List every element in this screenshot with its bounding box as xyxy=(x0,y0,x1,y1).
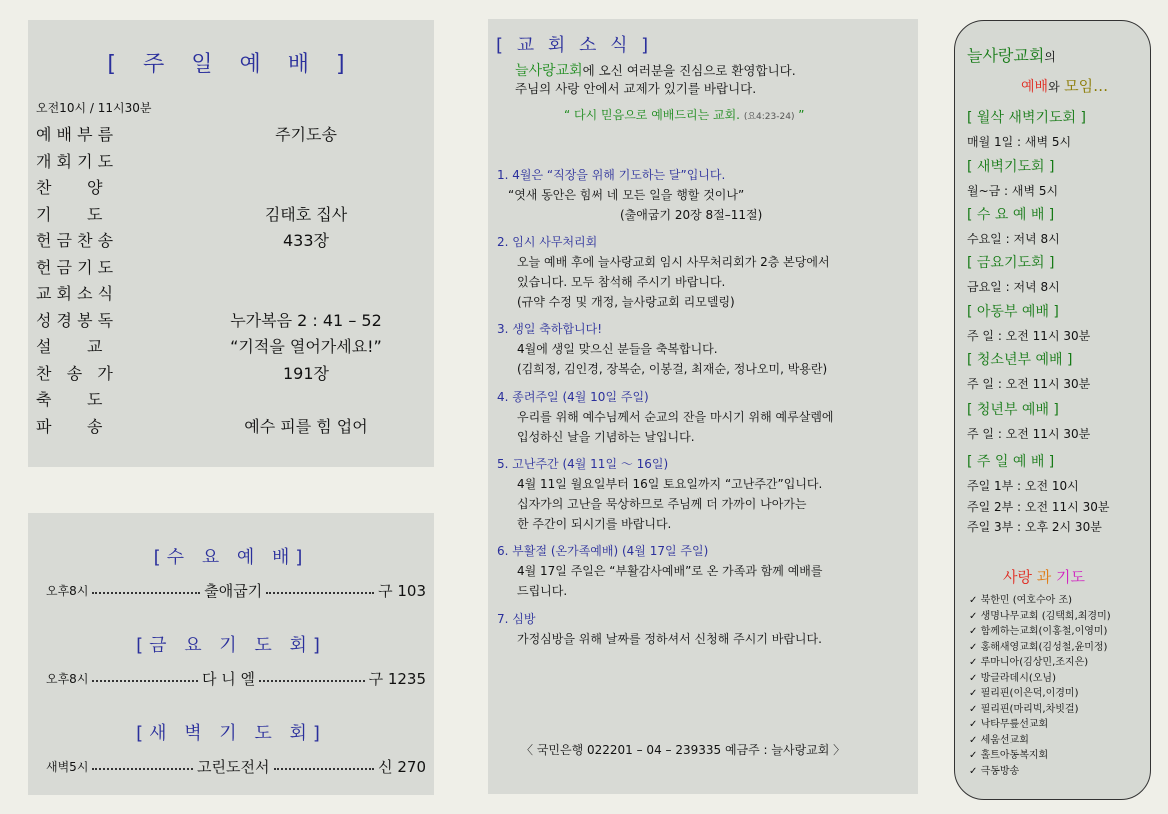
check-icon: ✓ xyxy=(969,610,981,622)
schedule-head: [ 월삭 새벽기도회 ] xyxy=(967,110,1086,126)
dot-leader xyxy=(92,680,198,682)
schedule-line: 주 일 : 오전 11시 30분 xyxy=(967,329,1091,343)
service-row-label: 교 회 소 식 xyxy=(36,284,114,303)
news-item-line: 오늘 예배 후에 늘사랑교회 임시 사무처리회가 2층 본당에서 xyxy=(517,255,830,269)
check-icon: ✓ xyxy=(969,750,981,761)
news-item-line: 있습니다. 모두 참석해 주시기 바랍니다. xyxy=(517,275,726,289)
schedule-head: [ 수 요 예 배 ] xyxy=(967,207,1055,223)
service-row xyxy=(36,149,426,175)
service-row xyxy=(36,361,426,387)
midweek-content: 다 니 엘 xyxy=(201,670,255,688)
dot-leader xyxy=(92,768,193,770)
prayer-item xyxy=(969,746,1048,761)
check-icon: ✓ xyxy=(969,703,981,715)
check-icon: ✓ xyxy=(969,672,981,684)
prayer-item xyxy=(969,591,1072,606)
news-item-line: (김희정, 김인경, 장복순, 이봉걸, 최재순, 정나오미, 박용란) xyxy=(517,362,828,376)
midweek-ref: 신 270 xyxy=(378,758,427,776)
check-icon: ✓ xyxy=(969,595,981,606)
midweek-time: 오후8시 xyxy=(46,584,89,598)
news-item-line: 4월에 생일 맞으신 분들을 축복합니다. xyxy=(517,342,718,356)
right-worship: 예배 xyxy=(1021,79,1049,95)
service-row xyxy=(36,334,426,360)
welcome-text: 에 오신 여러분을 진심으로 환영합니다. xyxy=(582,63,796,78)
prayer-item-text: 세움선교회 xyxy=(980,734,1029,746)
news-item-head: 3. 생일 축하합니다! xyxy=(497,322,603,336)
service-row-value: “기적을 열어가세요!” xyxy=(230,337,382,356)
service-row-value: 김태호 집사 xyxy=(264,204,348,224)
prayer-item-text: 홀트아동복지회 xyxy=(980,750,1049,761)
news-title: [ 교 회 소 식 ] xyxy=(496,35,653,56)
welcome-line-2: 주님의 사랑 안에서 교제가 있기를 바랍니다. xyxy=(515,81,757,96)
midweek-title: [수 요 예 배] xyxy=(153,547,309,568)
news-item-head: 1. 4월은 “직장을 위해 기도하는 달”입니다. xyxy=(497,168,726,182)
motto-end: ” xyxy=(798,108,805,122)
service-row xyxy=(36,281,426,307)
service-row-value: 433장 xyxy=(283,231,329,250)
schedule-head: [ 주 일 예 배 ] xyxy=(967,454,1055,470)
bank-account: 〈 국민은행 022201 – 04 – 239335 예금주 : 늘사랑교회 〉 xyxy=(521,743,846,757)
news-item-line: (출애굽기 20장 8절–11절) xyxy=(620,208,763,222)
prayer-item xyxy=(969,622,1107,637)
news-item-line: (규약 수정 및 개정, 늘사랑교회 리모델링) xyxy=(517,295,735,309)
prayer-item-text: 루마니아(김상민,조지은) xyxy=(980,657,1089,668)
news-item-line: 우리를 위해 예수님께서 순교의 잔을 마시기 위해 예루살렘에 xyxy=(517,410,834,424)
prayer-item-text: 낙타무릎선교회 xyxy=(980,719,1049,730)
motto-text: “ 다시 믿음으로 예배드리는 교회. xyxy=(564,108,740,122)
prayer-item xyxy=(969,762,1019,777)
news-item-line: “엿새 동안은 힘써 네 모든 일을 행할 것이나” xyxy=(508,188,745,202)
schedule-line: 수요일 : 저녁 8시 xyxy=(967,232,1060,246)
schedule-line: 주일 3부 : 오후 2시 30분 xyxy=(967,520,1102,534)
prayer-item-text: 북한민 (여호수아 조) xyxy=(980,595,1073,606)
prayer-and: 과 xyxy=(1036,568,1052,586)
midweek-time: 새벽5시 xyxy=(46,760,89,774)
midweek-row xyxy=(46,580,426,601)
service-row-label: 성 경 봉 독 xyxy=(36,310,114,330)
check-icon: ✓ xyxy=(969,641,981,653)
prayer-item-text: 홍해새영교회(김성철,윤미정) xyxy=(980,641,1108,653)
midweek-row xyxy=(46,668,426,689)
prayer-item xyxy=(969,715,1048,730)
schedule-head: [ 청소년부 예배 ] xyxy=(967,352,1073,368)
midweek-title: [새 벽 기 도 회] xyxy=(136,723,326,744)
service-row xyxy=(36,175,426,201)
check-icon: ✓ xyxy=(969,765,981,777)
dot-leader xyxy=(259,680,365,682)
service-row-label: 헌 금 기 도 xyxy=(36,257,114,277)
prayer-item xyxy=(969,653,1088,668)
midweek-time: 오후8시 xyxy=(46,672,89,686)
service-row-label: 예 배 부 름 xyxy=(36,125,114,144)
service-row-label: 찬 송 가 xyxy=(36,363,113,383)
check-icon: ✓ xyxy=(969,626,981,637)
prayer-item-text: 생명나무교회 (김택희,최경미) xyxy=(980,610,1111,622)
right-title-line-1 xyxy=(967,43,1056,66)
news-item-line: 한 주간이 되시기를 바랍니다. xyxy=(517,517,672,531)
service-row xyxy=(36,255,426,281)
service-row-label: 설 교 xyxy=(36,337,103,356)
service-row-value: 예수 피를 힘 업어 xyxy=(244,416,368,436)
welcome-line-1 xyxy=(515,61,796,81)
service-row-label: 파 송 xyxy=(36,416,103,436)
schedule-head: [ 아동부 예배 ] xyxy=(967,304,1059,320)
news-item-head: 5. 고난주간 (4월 11일 ～ 16일) xyxy=(497,457,669,471)
prayer-item xyxy=(969,607,1111,622)
midweek-ref: 구 103 xyxy=(378,582,426,600)
prayer-item-text: 필리핀(마리빅,차빗걸) xyxy=(980,703,1079,715)
schedule-line: 금요일 : 저녁 8시 xyxy=(967,280,1060,294)
dot-leader xyxy=(274,768,375,770)
news-item-line: 4월 17일 주일은 “부활감사예배”로 온 가족과 함께 예배를 xyxy=(517,564,823,578)
prayer-love: 사랑 xyxy=(1003,568,1032,586)
midweek-content: 출애굽기 xyxy=(204,582,263,600)
church-news-panel xyxy=(488,19,918,794)
check-icon: ✓ xyxy=(969,657,981,668)
service-row xyxy=(36,308,426,334)
schedule-line: 주 일 : 오전 11시 30분 xyxy=(967,377,1091,391)
service-row-label: 기 도 xyxy=(36,204,103,224)
schedule-line: 주일 2부 : 오전 11시 30분 xyxy=(967,499,1110,514)
news-item-line: 4월 11일 월요일부터 16일 토요일까지 “고난주간”입니다. xyxy=(517,477,823,491)
prayer-item-text: 방글라데시(오님) xyxy=(980,672,1056,684)
news-item-head: 7. 심방 xyxy=(497,612,536,626)
prayer-item xyxy=(969,638,1107,653)
service-row-value: 주기도송 xyxy=(275,125,337,144)
dot-leader xyxy=(92,592,200,594)
service-row-value: 누가복음 2 : 41 – 52 xyxy=(230,310,382,330)
check-icon: ✓ xyxy=(969,719,981,730)
prayer-item-text: 극동방송 xyxy=(980,765,1020,777)
service-row-value: 191장 xyxy=(283,363,329,383)
news-item-head: 2. 임시 사무처리회 xyxy=(497,235,598,249)
schedule-line: 월~금 : 새벽 5시 xyxy=(967,184,1059,198)
dot-leader xyxy=(266,592,374,594)
service-row xyxy=(36,414,426,440)
midweek-content: 고린도전서 xyxy=(197,758,270,776)
midweek-panel xyxy=(28,513,434,795)
schedule-line: 주 일 : 오전 11시 30분 xyxy=(967,427,1091,441)
news-item-head: 4. 종려주일 (4월 10일 주일) xyxy=(497,390,649,404)
prayer-item-text: 필리핀(이은덕,이경미) xyxy=(980,688,1079,699)
prayer-title xyxy=(1003,566,1085,587)
welcome-church-name: 늘사랑교회 xyxy=(515,63,583,79)
right-church-suffix: 의 xyxy=(1044,50,1056,64)
right-wa: 와 xyxy=(1048,80,1060,94)
news-item-line: 십자가의 고난을 묵상하므로 주님께 더 가까이 나아가는 xyxy=(517,497,807,511)
sunday-service-panel xyxy=(28,20,434,467)
prayer-item-text: 함께하는교회(이홍철,이영미) xyxy=(980,626,1108,637)
midweek-ref: 구 1235 xyxy=(368,670,426,688)
schedule-head: [ 청년부 예배 ] xyxy=(967,402,1059,418)
service-row xyxy=(36,228,426,254)
check-icon: ✓ xyxy=(969,734,981,746)
schedule-line: 매월 1일 : 새벽 5시 xyxy=(967,135,1072,149)
service-row xyxy=(36,122,426,148)
schedule-head: [ 금요기도회 ] xyxy=(967,255,1055,271)
right-meeting: 모임… xyxy=(1064,77,1109,95)
service-row-label: 개 회 기 도 xyxy=(36,151,114,171)
service-row-label: 헌 금 찬 송 xyxy=(36,231,114,250)
prayer-item xyxy=(969,731,1029,746)
news-item-line: 가정심방을 위해 날짜를 정하셔서 신청해 주시기 바랍니다. xyxy=(517,632,822,646)
schedule-panel xyxy=(954,20,1151,800)
schedule-head: [ 새벽기도회 ] xyxy=(967,159,1055,175)
news-item-line: 드립니다. xyxy=(517,584,568,598)
service-row-label: 찬 양 xyxy=(36,178,103,197)
service-row xyxy=(36,202,426,228)
right-church-name: 늘사랑교회 xyxy=(967,46,1045,65)
right-title-line-2 xyxy=(1021,75,1108,96)
news-item-head: 6. 부활절 (온가족예배) (4월 17일 주일) xyxy=(497,544,709,558)
service-title: [ 주 일 예 배 ] xyxy=(107,52,355,77)
news-item-line: 입성하신 날을 기념하는 날입니다. xyxy=(517,430,695,444)
schedule-line: 주일 1부 : 오전 10시 xyxy=(967,479,1079,493)
midweek-title: [금 요 기 도 회] xyxy=(136,635,326,656)
midweek-row xyxy=(46,756,426,777)
motto-ref: (요4:23-24) xyxy=(743,112,795,122)
service-time: 오전10시 / 11시30분 xyxy=(36,101,152,115)
prayer-item xyxy=(969,684,1078,699)
service-row xyxy=(36,387,426,413)
check-icon: ✓ xyxy=(969,688,981,699)
church-motto xyxy=(564,105,805,127)
service-row-label: 축 도 xyxy=(36,390,103,409)
prayer-item xyxy=(969,700,1078,715)
prayer-item xyxy=(969,669,1056,684)
prayer-pray: 기도 xyxy=(1056,568,1086,586)
